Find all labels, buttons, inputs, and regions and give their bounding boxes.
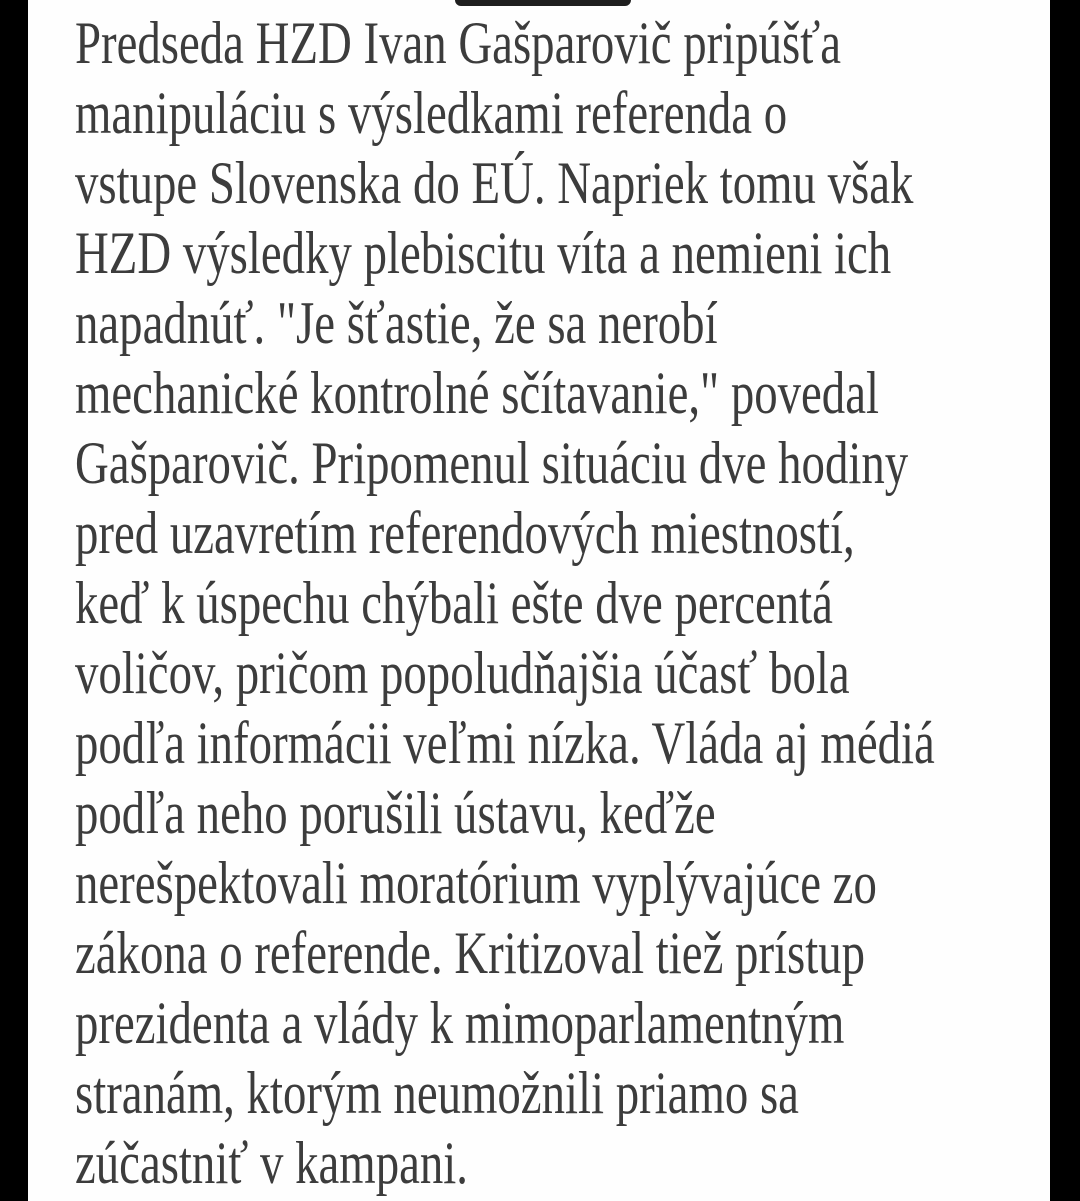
article-line: HZD výsledky plebiscitu víta a nemieni ich [75, 220, 892, 286]
article-line: zúčastniť v kampani. [75, 1130, 468, 1196]
article-line: prezidenta a vlády k mimoparlamentným [75, 990, 845, 1056]
article-line: nerešpektovali moratórium vyplývajúce zo [75, 850, 877, 916]
article-line: podľa neho porušili ústavu, keďže [75, 780, 716, 846]
article-line: podľa informácii veľmi nízka. Vláda aj médiá [75, 710, 935, 776]
article-line: Gašparovič. Pripomenul situáciu dve hodiny [75, 430, 909, 496]
article-line: napadnúť. "Je šťastie, že sa nerobí [75, 290, 718, 356]
article-line: stranám, ktorým neumožnili priamo sa [75, 1060, 799, 1126]
article-text-block [75, 8, 1050, 1198]
article-line: manipuláciu s výsledkami referenda o [75, 80, 788, 146]
article-line: pred uzavretím referendových miestností, [75, 500, 855, 566]
top-cutoff-element [455, 0, 631, 6]
article-line: keď k úspechu chýbali ešte dve percentá [75, 570, 833, 636]
article-line: Predseda HZD Ivan Gašparovič pripúšťa [75, 10, 841, 76]
article-line: zákona o referende. Kritizoval tiež prístup [75, 920, 866, 986]
article-line: mechanické kontrolné sčítavanie," povedal [75, 360, 879, 426]
article-line: voličov, pričom popoludňajšia účasť bola [75, 640, 850, 706]
right-letterbox-bar [1050, 0, 1080, 1201]
left-letterbox-bar [0, 0, 28, 1201]
article-line: vstupe Slovenska do EÚ. Napriek tomu však [75, 150, 914, 216]
